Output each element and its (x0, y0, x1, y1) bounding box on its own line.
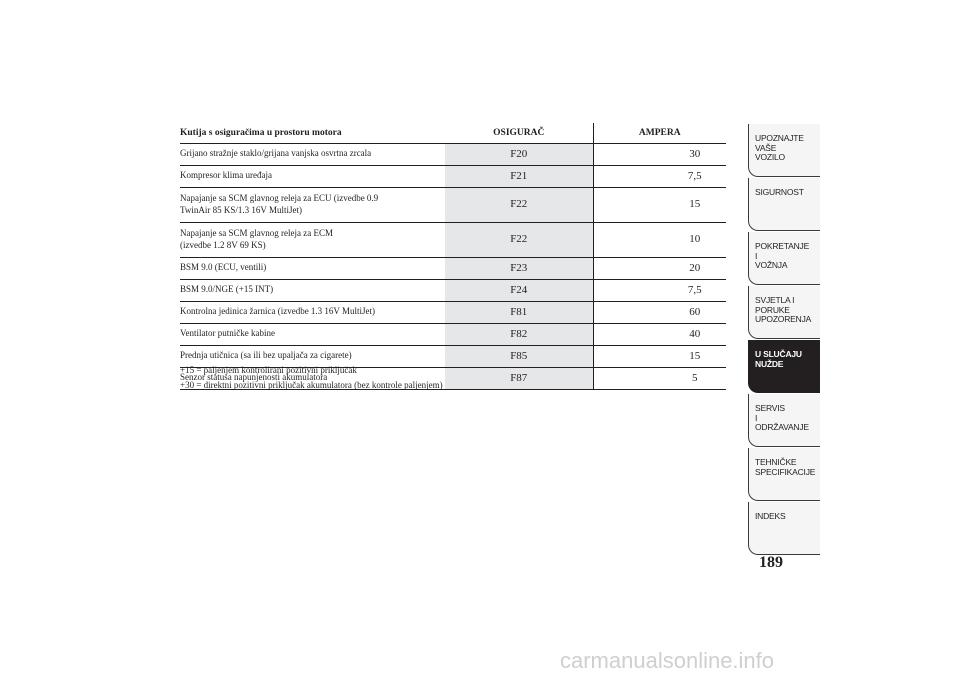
row-description: Senzor statusa napunjenosti akumulatora (180, 368, 445, 390)
header-fuse: OSIGURAČ (445, 123, 593, 144)
row-ampere: 60 (593, 302, 726, 324)
tab-indeks[interactable]: INDEKS (748, 502, 820, 555)
row-fuse: F24 (445, 280, 593, 302)
table-notes (180, 363, 443, 393)
row-description: Ventilator putničke kabine (180, 324, 445, 346)
tab-tehnicke-specifikacije[interactable]: TEHNIČKE SPECIFIKACIJE (748, 448, 820, 501)
table-row (180, 280, 726, 302)
row-fuse: F21 (445, 166, 593, 188)
row-fuse: F82 (445, 324, 593, 346)
row-description: Napajanje sa SCM glavnog releja za ECU (izvedbe 0.9 TwinAir 85 KS/1.3 16V MultiJet) (180, 188, 445, 223)
row-fuse: F81 (445, 302, 593, 324)
row-ampere: 40 (593, 324, 726, 346)
table-row (180, 166, 726, 188)
row-fuse: F22 (445, 188, 593, 223)
row-ampere: 10 (593, 223, 726, 258)
row-description: Prednja utičnica (sa ili bez upaljača za cigarete) (180, 346, 445, 368)
row-fuse: F85 (445, 346, 593, 368)
header-ampere: AMPERA (593, 123, 726, 144)
row-ampere: 20 (593, 258, 726, 280)
note-plus15: +15 = paljenjem kontrolirani pozitivni priključak (180, 365, 357, 375)
row-ampere: 7,5 (593, 166, 726, 188)
tab-upoznajte-vase-vozilo[interactable]: UPOZNAJTE VAŠE VOZILO (748, 124, 820, 177)
row-ampere: 30 (593, 144, 726, 166)
row-description: BSM 9.0 (ECU, ventili) (180, 258, 445, 280)
row-ampere: 7,5 (593, 280, 726, 302)
row-fuse: F87 (445, 368, 593, 390)
note-plus30: +30 = direktni pozitivni priključak akumulatora (bez kontrole paljenjem) (180, 380, 443, 390)
row-fuse: F23 (445, 258, 593, 280)
table-header-row (180, 123, 726, 144)
row-description: Grijano stražnje staklo/grijana vanjska osvrtna zrcala (180, 144, 445, 166)
fuse-table (180, 123, 726, 390)
row-fuse: F22 (445, 223, 593, 258)
row-ampere: 15 (593, 346, 726, 368)
tab-pokretanje-i-voznja[interactable]: POKRETANJE I VOŽNJA (748, 232, 820, 285)
table-row (180, 324, 726, 346)
row-fuse: F20 (445, 144, 593, 166)
row-description: BSM 9.0/NGE (+15 INT) (180, 280, 445, 302)
page-number: 189 (759, 554, 783, 571)
row-ampere: 15 (593, 188, 726, 223)
watermark: carmanualsonline.info (560, 648, 775, 673)
tab-svjetla-i-poruke-upozorenja[interactable]: SVJETLA I PORUKE UPOZORENJA (748, 286, 820, 339)
row-description: Napajanje sa SCM glavnog releja za ECM (izvedbe 1.2 8V 69 KS) (180, 223, 445, 258)
header-description: Kutija s osiguračima u prostoru motora (180, 123, 445, 144)
row-description: Kompresor klima uređaja (180, 166, 445, 188)
tab-u-slucaju-nuzde[interactable]: U SLUČAJU NUŽDE (748, 340, 820, 393)
table-row (180, 223, 726, 258)
chapter-tabs (748, 124, 820, 556)
row-ampere: 5 (593, 368, 726, 390)
row-description: Kontrolna jedinica žarnica (izvedbe 1.3 16V MultiJet) (180, 302, 445, 324)
tab-servis-i-odrzavanje[interactable]: SERVIS I ODRŽAVANJE (748, 394, 820, 447)
table-row (180, 144, 726, 166)
tab-sigurnost[interactable]: SIGURNOST (748, 178, 820, 231)
table-row (180, 258, 726, 280)
table-row (180, 188, 726, 223)
table-row (180, 302, 726, 324)
